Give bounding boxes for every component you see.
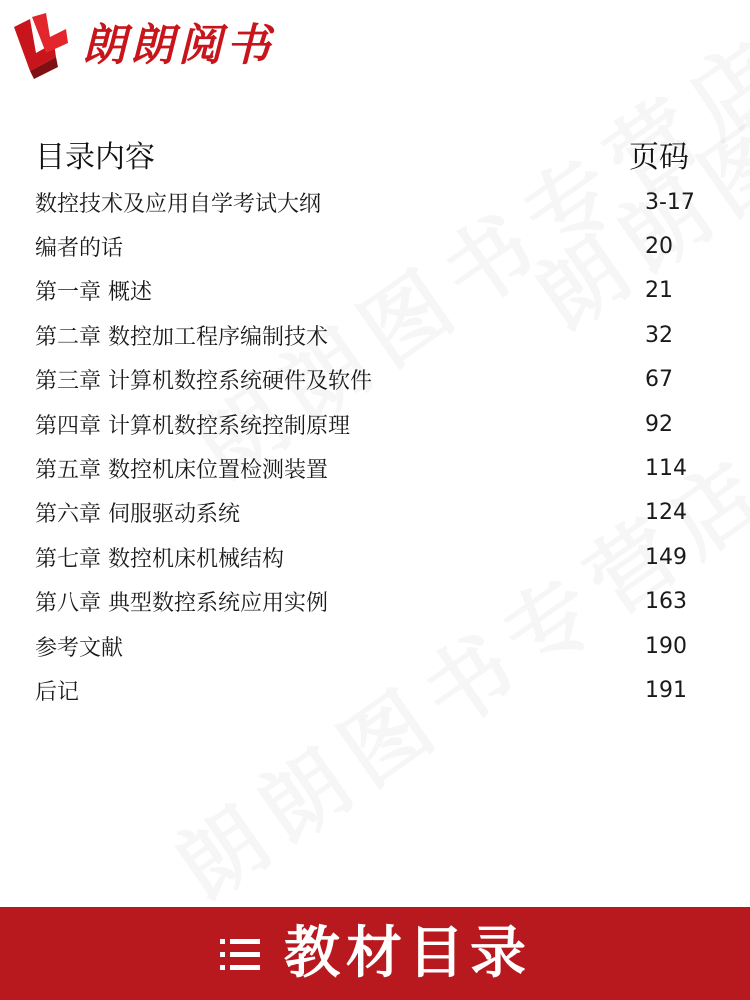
toc-row [35, 224, 705, 268]
list-icon [218, 932, 262, 976]
table-of-contents [35, 128, 705, 713]
toc-row-title: 数控技术及应用自学考试大纲 [35, 191, 322, 217]
toc-row-title: 后记 [35, 679, 80, 705]
toc-row-title: 参考文献 [35, 635, 124, 661]
toc-rows [35, 180, 705, 713]
store-logo [10, 12, 274, 80]
toc-row-page: 190 [645, 633, 687, 659]
toc-row-page: 124 [645, 500, 687, 526]
toc-row-title: 第一章 概述 [35, 280, 152, 306]
toc-row [35, 446, 705, 490]
toc-heading-page: 页码 [629, 140, 689, 175]
toc-row-page: 21 [645, 278, 673, 304]
toc-row [35, 358, 705, 402]
footer-banner [0, 907, 750, 1000]
toc-row-title: 第二章 数控加工程序编制技术 [35, 324, 328, 350]
toc-row [35, 402, 705, 446]
footer-title: 教材目录 [284, 920, 532, 986]
toc-row [35, 269, 705, 313]
logo-text: 朗朗阅书 [82, 20, 274, 71]
toc-row-title: 编者的话 [35, 236, 124, 262]
toc-row-page: 3-17 [645, 189, 695, 215]
toc-row-title: 第五章 数控机床位置检测装置 [35, 458, 328, 484]
toc-row-page: 149 [645, 544, 687, 570]
toc-header [35, 128, 705, 180]
toc-row [35, 180, 705, 224]
toc-row-page: 67 [645, 367, 673, 393]
toc-row-page: 20 [645, 234, 673, 260]
toc-row [35, 580, 705, 624]
toc-row [35, 313, 705, 357]
toc-row-title: 第四章 计算机数控系统控制原理 [35, 413, 350, 439]
logo-mark-icon [10, 13, 72, 79]
toc-heading-title: 目录内容 [35, 140, 155, 175]
toc-row-title: 第六章 伺服驱动系统 [35, 502, 240, 528]
toc-row-page: 114 [645, 456, 687, 482]
toc-row [35, 535, 705, 579]
toc-row [35, 668, 705, 712]
toc-row-page: 163 [645, 589, 687, 615]
toc-row-page: 191 [645, 677, 687, 703]
toc-row-title: 第三章 计算机数控系统硬件及软件 [35, 369, 372, 395]
toc-row-title: 第七章 数控机床机械结构 [35, 546, 284, 572]
toc-row [35, 491, 705, 535]
toc-row-page: 92 [645, 411, 673, 437]
toc-row-page: 32 [645, 322, 673, 348]
toc-row-title: 第八章 典型数控系统应用实例 [35, 591, 328, 617]
toc-row [35, 624, 705, 668]
